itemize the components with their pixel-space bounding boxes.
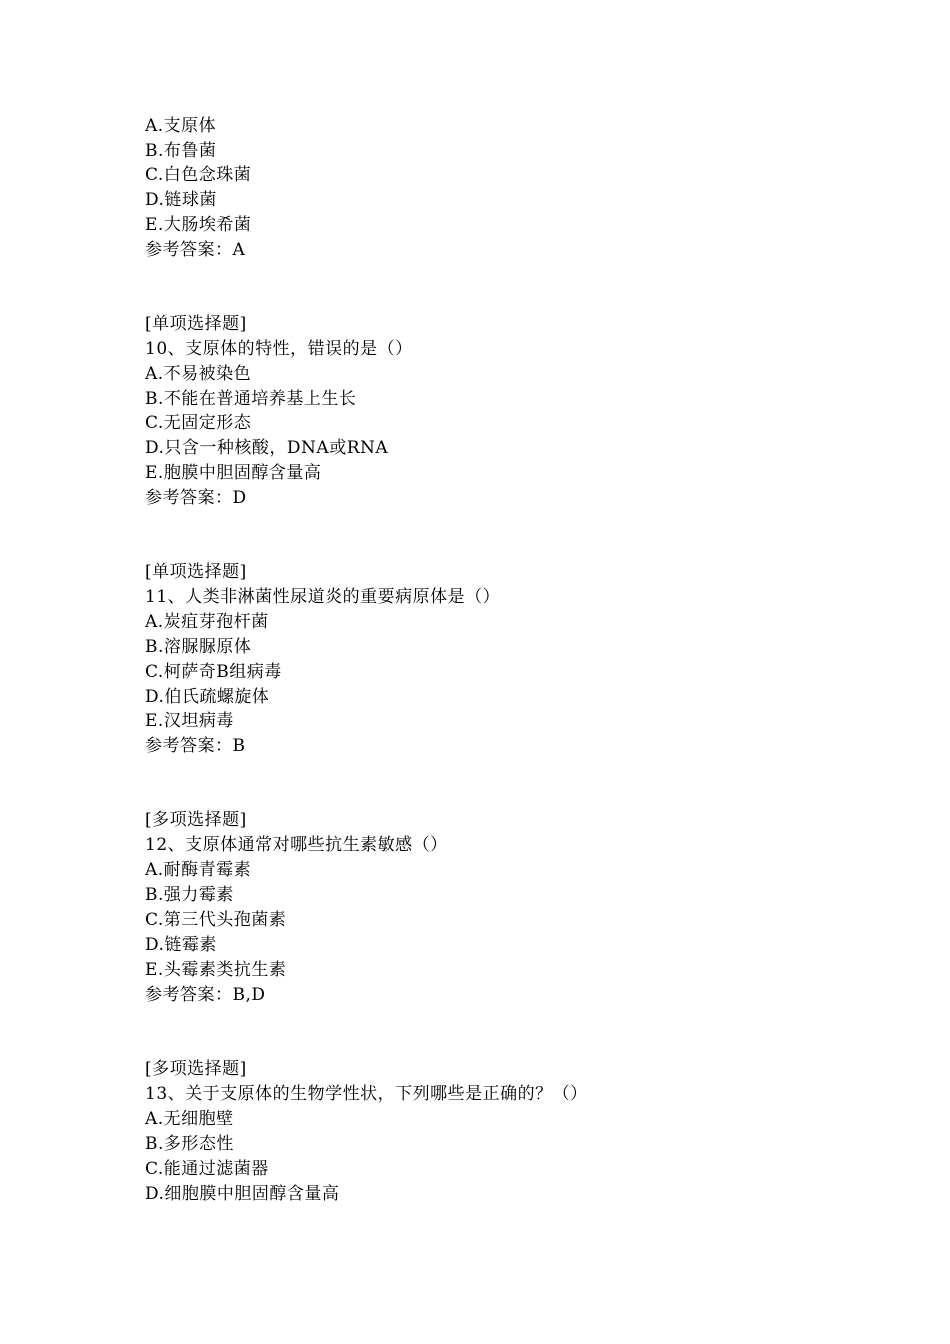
option-e: E.大肠埃希菌 bbox=[145, 215, 252, 235]
reference-answer: 参考答案：B bbox=[145, 736, 246, 756]
option-a: A.不易被染色 bbox=[145, 364, 252, 384]
question-type: [单项选择题] bbox=[145, 314, 247, 334]
question-type: [多项选择题] bbox=[145, 1059, 247, 1079]
option-d: D.伯氏疏螺旋体 bbox=[145, 687, 270, 707]
option-c: C.无固定形态 bbox=[145, 413, 252, 433]
option-c: C.白色念珠菌 bbox=[145, 165, 252, 185]
option-c: C.能通过滤菌器 bbox=[145, 1159, 269, 1179]
option-d: D.只含一种核酸，DNA或RNA bbox=[145, 438, 389, 458]
option-a: A.炭疽芽孢杆菌 bbox=[145, 612, 269, 632]
option-d: D.细胞膜中胆固醇含量高 bbox=[145, 1184, 340, 1204]
option-e: E.头霉素类抗生素 bbox=[145, 960, 287, 980]
option-b: B.溶脲脲原体 bbox=[145, 637, 252, 657]
question-type: [多项选择题] bbox=[145, 810, 247, 830]
option-a: A.耐酶青霉素 bbox=[145, 860, 252, 880]
option-a: A.支原体 bbox=[145, 116, 217, 136]
option-b: B.多形态性 bbox=[145, 1134, 234, 1154]
reference-answer: 参考答案：D bbox=[145, 488, 247, 508]
option-d: D.链霉素 bbox=[145, 935, 217, 955]
option-b: B.强力霉素 bbox=[145, 885, 234, 905]
option-e: E.汉坦病毒 bbox=[145, 711, 234, 731]
option-a: A.无细胞壁 bbox=[145, 1109, 234, 1129]
question-stem: 11、人类非淋菌性尿道炎的重要病原体是（） bbox=[145, 587, 501, 607]
option-e: E.胞膜中胆固醇含量高 bbox=[145, 463, 322, 483]
option-b: B.布鲁菌 bbox=[145, 141, 217, 161]
option-c: C.第三代头孢菌素 bbox=[145, 910, 287, 930]
question-stem: 13、关于支原体的生物学性状，下列哪些是正确的？（） bbox=[145, 1084, 588, 1104]
question-stem: 10、支原体的特性，错误的是（） bbox=[145, 339, 413, 359]
option-b: B.不能在普通培养基上生长 bbox=[145, 389, 357, 409]
option-c: C.柯萨奇B组病毒 bbox=[145, 662, 282, 682]
reference-answer: 参考答案：B,D bbox=[145, 985, 266, 1005]
option-d: D.链球菌 bbox=[145, 190, 217, 210]
reference-answer: 参考答案：A bbox=[145, 240, 246, 260]
question-type: [单项选择题] bbox=[145, 562, 247, 582]
question-stem: 12、支原体通常对哪些抗生素敏感（） bbox=[145, 835, 448, 855]
